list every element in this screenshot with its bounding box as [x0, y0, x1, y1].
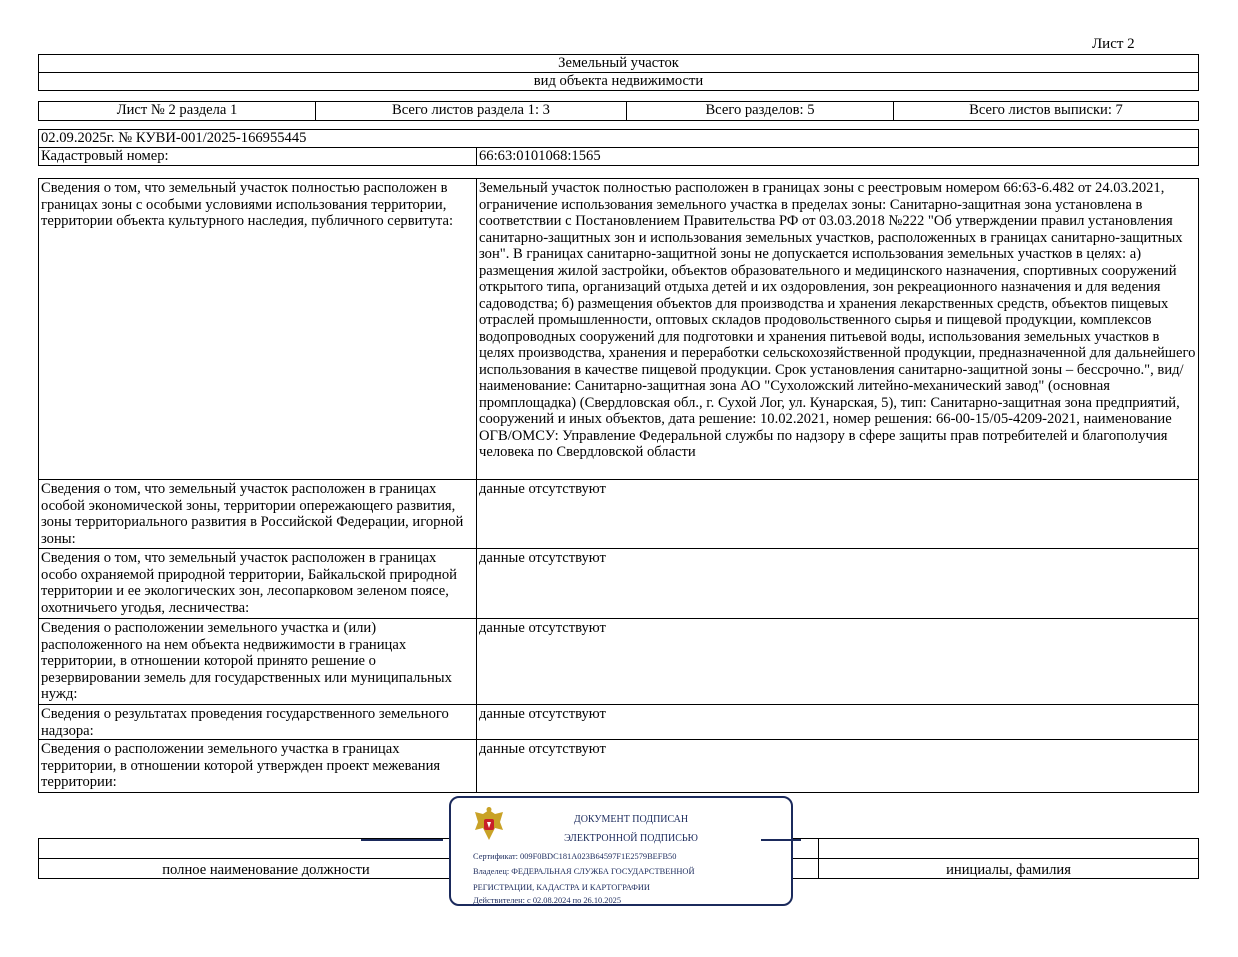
- sheets-info-table: [38, 101, 1199, 121]
- table-row: [39, 480, 1199, 549]
- stamp-rule-left: [361, 839, 443, 841]
- row-label: Сведения о расположении земельного участка в границах территории, в отношении которой утвержден проект межевания территории:: [39, 740, 477, 793]
- total-sections: Всего разделов: 5: [627, 102, 894, 121]
- row-value: Земельный участок полностью расположен в границах зоны с реестровым номером 66:63-6.482 от 24.03.2021, ограничение использования земельного участка в пределах зоны: Санитарно-защитная зона установлена в соответствии с Постановлением Правительства РФ от 03.03.2018 №222 "Об утверждении правил установления санитарно-защитных зон и использования земельных участков, расположенных в границах санитарно-защитных зон". В границах санитарно-защитной зоны не допускается использования земельных участков в целях: а) размещения жилой застройки, объектов образовательного и медицинского назначения, спортивных сооружений открытого типа, организаций отдыха детей и их оздоровления, зон рекреационного назначения и для ведения садоводства; б) размещения объектов для производства и хранения лекарственных средств, объектов пищевых отраслей промышленности, оптовых складов продовольственного сырья и пищевой продукции, комплексов водопроводных сооружений для подготовки и хранения питьевой воды, использования земельных участков в целях производства, хранения и переработки сельскохозяйственной продукции, предназначенной для дальнейшего использования в качестве пищевой продукции. Срок установления санитарно-защитной зоны – бессрочно.", вид/наименование: Санитарно-защитная зона АО "Сухоложский литейно-механический завод" (основная промплощадка) (Свердловская обл., г. Сухой Лог, ул. Кунарская, 5), тип: Санитарно-защитная зона предприятий, сооружений и иных объектов, дата решение: 10.02.2021, номер решения: 66-00-15/05-4209-2021, наименование ОГВ/ОМСУ: Управление Федеральной службы по надзору в сфере защиты прав потребителей и благополучия человека по Свердловской области: [477, 179, 1199, 480]
- table-row: [39, 740, 1199, 793]
- details-table: [38, 178, 1199, 793]
- object-name: Земельный участок: [39, 55, 1199, 73]
- row-label: Сведения о том, что земельный участок расположен в границах особой экономической зоны, территории опережающего развития, зоны территориального развития в Российской Федерации, игорной зоны:: [39, 480, 477, 549]
- table-row: [39, 179, 1199, 480]
- stamp-title-1: ДОКУМЕНТ ПОДПИСАН: [573, 814, 689, 825]
- stamp-valid: Действителен: с 02.08.2024 по 26.10.2025: [473, 896, 622, 905]
- cadastral-label: Кадастровый номер:: [39, 148, 477, 166]
- name-caption: инициалы, фамилия: [819, 859, 1199, 879]
- table-row: [39, 619, 1199, 705]
- row-label: Сведения о том, что земельный участок полностью расположен в границах зоны с особыми условиями использования территории, территории объекта культурного наследия, публичного сервитута:: [39, 179, 477, 480]
- row-value: данные отсутствуют: [477, 619, 1199, 705]
- position-caption: полное наименование должности: [39, 859, 494, 879]
- stamp-title-2: ЭЛЕКТРОННОЙ ПОДПИСЬЮ: [564, 833, 698, 844]
- sheet-label: Лист 2: [1092, 36, 1135, 52]
- table-row: [39, 705, 1199, 740]
- row-value: данные отсутствуют: [477, 480, 1199, 549]
- stamp-owner-1: Владелец: ФЕДЕРАЛЬНАЯ СЛУЖБА ГОСУДАРСТВЕННОЙ: [473, 867, 695, 876]
- object-header-table: [38, 54, 1199, 91]
- extract-id-table: [38, 129, 1199, 166]
- row-label: Сведения о том, что земельный участок расположен в границах особо охраняемой природной территории, Байкальской природной территории и ее экологических зон, лесопарковом зеленом поясе, охотничьего угодья, лесничества:: [39, 549, 477, 619]
- table-row: [39, 549, 1199, 619]
- stamp-certificate: Сертификат: 009F0BDC181A023B64597F1E2579BEFB50: [473, 852, 677, 861]
- extract-date-number: 02.09.2025г. № КУВИ-001/2025-166955445: [39, 130, 1199, 148]
- object-type-caption: вид объекта недвижимости: [39, 73, 1199, 91]
- row-label: Сведения о результатах проведения государственного земельного надзора:: [39, 705, 477, 740]
- electronic-signature-stamp: [449, 796, 793, 906]
- row-value: данные отсутствуют: [477, 705, 1199, 740]
- row-value: данные отсутствуют: [477, 549, 1199, 619]
- stamp-rule-right: [761, 839, 801, 841]
- total-sheets-section: Всего листов раздела 1: 3: [316, 102, 627, 121]
- sheet-of-section: Лист № 2 раздела 1: [39, 102, 316, 121]
- stamp-owner-2: РЕГИСТРАЦИИ, КАДАСТРА И КАРТОГРАФИИ: [473, 883, 650, 892]
- cadastral-value: 66:63:0101068:1565: [477, 148, 1199, 166]
- coat-of-arms-icon: [473, 806, 505, 844]
- row-value: данные отсутствуют: [477, 740, 1199, 793]
- total-sheets-extract: Всего листов выписки: 7: [894, 102, 1199, 121]
- row-label: Сведения о расположении земельного участка и (или) расположенного на нем объекта недвижимости в границах территории, в отношении которой принято решение о резервировании земель для государственных или муниципальных нужд:: [39, 619, 477, 705]
